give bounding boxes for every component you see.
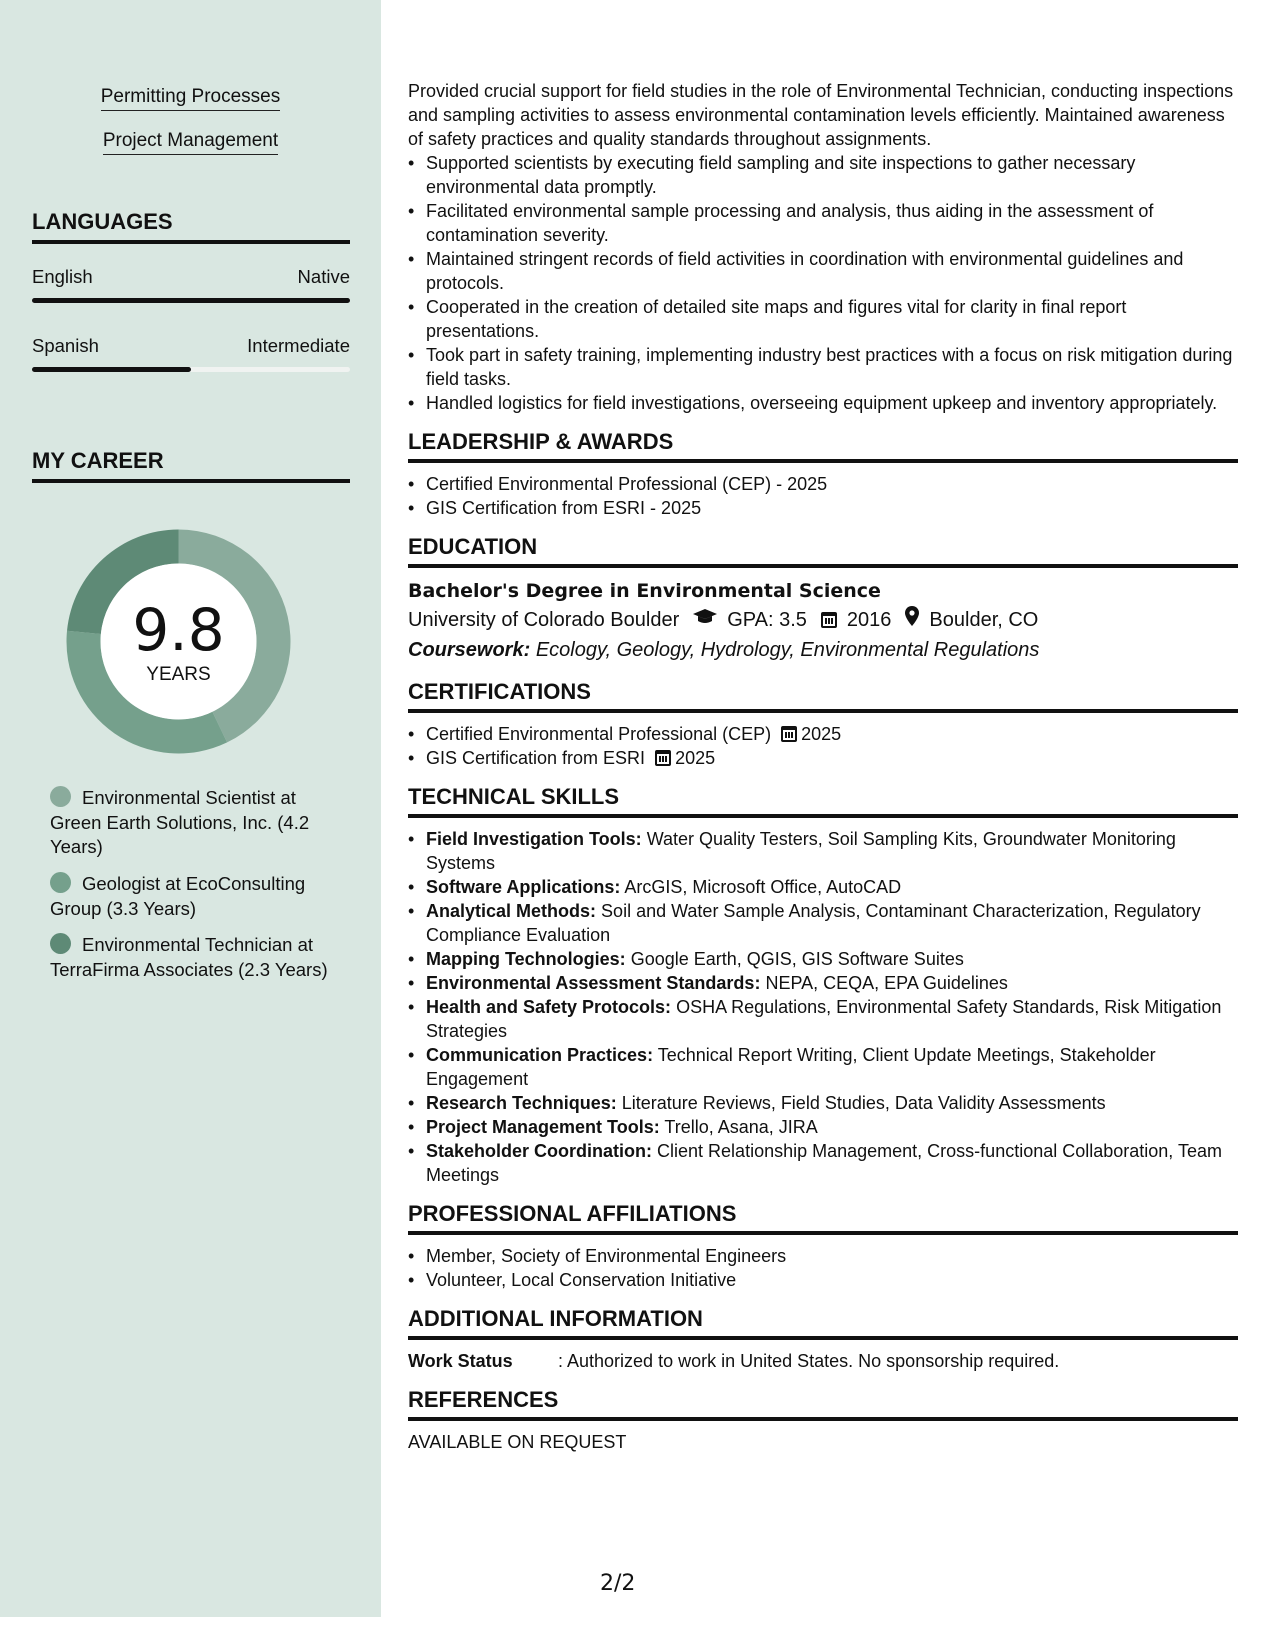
list-item: • Health and Safety Protocols: OSHA Regulations, Environmental Safety Standards, Risk Mitigation Strategies [408, 995, 1238, 1043]
coursework-list: Ecology, Geology, Hydrology, Environmental Regulations [535, 639, 1040, 661]
career-total [66, 596, 291, 686]
career-total-unit: YEARS [146, 664, 211, 685]
career-legend-item: Environmental Technician at TerraFirma Associates (2.3 Years) [50, 934, 328, 980]
technical-skills-list [408, 827, 1238, 1187]
education-details [408, 605, 1238, 635]
list-item: • Supported scientists by executing field sampling and site inspections to gather necessary environmental data promptly. [408, 151, 1238, 199]
list-item: • GIS Certification from ESRI - 2025 [408, 496, 1238, 520]
degree-title: Bachelor's Degree in Environmental Science [408, 580, 881, 602]
list-item: • Stakeholder Coordination: Client Relationship Management, Cross-functional Collaboration, Team Meetings [408, 1139, 1238, 1187]
legend-dot [50, 872, 71, 893]
certifications-list [408, 722, 1238, 770]
list-item: • GIS Certification from ESRI 2025 [408, 746, 1238, 770]
legend-dot [50, 933, 71, 954]
language-level: Native [297, 266, 350, 287]
references-heading: REFERENCES [408, 1387, 1238, 1421]
list-item: • Took part in safety training, implementing industry best practices with a focus on risk mitigation during field tasks. [408, 343, 1238, 391]
graduation-year: 2016 [846, 609, 892, 631]
career-heading: MY CAREER [32, 448, 350, 483]
list-item: • Certified Environmental Professional (CEP) - 2025 [408, 472, 1238, 496]
list-item: • Facilitated environmental sample processing and analysis, thus aiding in the assessment of contamination severity. [408, 199, 1238, 247]
coursework [408, 635, 1238, 665]
list-item: • Field Investigation Tools: Water Quality Testers, Soil Sampling Kits, Groundwater Monitoring Systems [408, 827, 1238, 875]
work-status-label: Work Status [408, 1351, 513, 1371]
skill-item: Project Management [0, 130, 381, 155]
experience-bullets [408, 151, 1238, 415]
languages-heading: LANGUAGES [32, 209, 350, 244]
list-item: • Software Applications: ArcGIS, Microsoft Office, AutoCAD [408, 875, 1238, 899]
coursework-label: Coursework: [408, 639, 531, 661]
list-item: • Handled logistics for field investigations, overseeing equipment upkeep and inventory appropriately. [408, 391, 1238, 415]
school-name: University of Colorado Boulder [408, 609, 680, 631]
location-pin-icon [905, 605, 919, 635]
list-item: • Certified Environmental Professional (CEP) 2025 [408, 722, 1238, 746]
list-item: • Research Techniques: Literature Reviews, Field Studies, Data Validity Assessments [408, 1091, 1238, 1115]
education-heading: EDUCATION [408, 534, 1238, 568]
language-name: English [32, 266, 93, 287]
main-content [408, 79, 1238, 1454]
technical-skills-heading: TECHNICAL SKILLS [408, 784, 1238, 818]
list-item: • Environmental Assessment Standards: NEPA, CEQA, EPA Guidelines [408, 971, 1238, 995]
language-row-spanish [32, 335, 350, 357]
leadership-list [408, 472, 1238, 520]
language-bar-spanish [32, 367, 350, 372]
calendar-icon [781, 726, 797, 742]
career-legend-item: Environmental Scientist at Green Earth Solutions, Inc. (4.2 Years) [50, 787, 310, 857]
sidebar [0, 0, 381, 1617]
leadership-heading: LEADERSHIP & AWARDS [408, 429, 1238, 463]
affiliations-list [408, 1244, 1238, 1292]
certifications-heading: CERTIFICATIONS [408, 679, 1238, 713]
list-item: • Volunteer, Local Conservation Initiative [408, 1268, 1238, 1292]
legend-dot [50, 786, 71, 807]
graduation-cap-icon [693, 605, 717, 635]
language-name: Spanish [32, 335, 99, 356]
list-item: • Project Management Tools: Trello, Asana, JIRA [408, 1115, 1238, 1139]
school-location: Boulder, CO [929, 609, 1039, 631]
language-level: Intermediate [247, 335, 350, 356]
references-text: AVAILABLE ON REQUEST [408, 1432, 627, 1452]
list-item: • Cooperated in the creation of detailed site maps and figures vital for clarity in final report presentations. [408, 295, 1238, 343]
list-item: • Communication Practices: Technical Report Writing, Client Update Meetings, Stakeholder Engagement [408, 1043, 1238, 1091]
language-row-english [32, 266, 350, 288]
work-status-value: : Authorized to work in United States. No sponsorship required. [558, 1351, 1060, 1371]
calendar-icon [655, 750, 671, 766]
career-total-number: 9.8 [132, 596, 225, 664]
language-bar-fill [32, 298, 350, 303]
list-item: • Analytical Methods: Soil and Water Sample Analysis, Contaminant Characterization, Regulatory Compliance Evaluation [408, 899, 1238, 947]
work-status-row [408, 1349, 1238, 1373]
page-number: 2/2 [600, 1571, 636, 1596]
gpa: GPA: 3.5 [727, 609, 807, 631]
additional-info-heading: ADDITIONAL INFORMATION [408, 1306, 1238, 1340]
skill-item: Permitting Processes [0, 86, 381, 111]
experience-summary: Provided crucial support for field studies in the role of Environmental Technician, conducting inspections and sampling activities to assess environmental contamination levels efficiently. Maintained awareness of safety practices and quality standards throughout assignments. [408, 81, 1234, 149]
list-item: • Maintained stringent records of field activities in coordination with environmental guidelines and protocols. [408, 247, 1238, 295]
language-bar-fill [32, 367, 191, 372]
language-bar-english [32, 298, 350, 303]
career-legend-item: Geologist at EcoConsulting Group (3.3 Years) [50, 873, 306, 919]
list-item: • Member, Society of Environmental Engineers [408, 1244, 1238, 1268]
calendar-icon [821, 612, 837, 628]
affiliations-heading: PROFESSIONAL AFFILIATIONS [408, 1201, 1238, 1235]
list-item: • Mapping Technologies: Google Earth, QGIS, GIS Software Suites [408, 947, 1238, 971]
